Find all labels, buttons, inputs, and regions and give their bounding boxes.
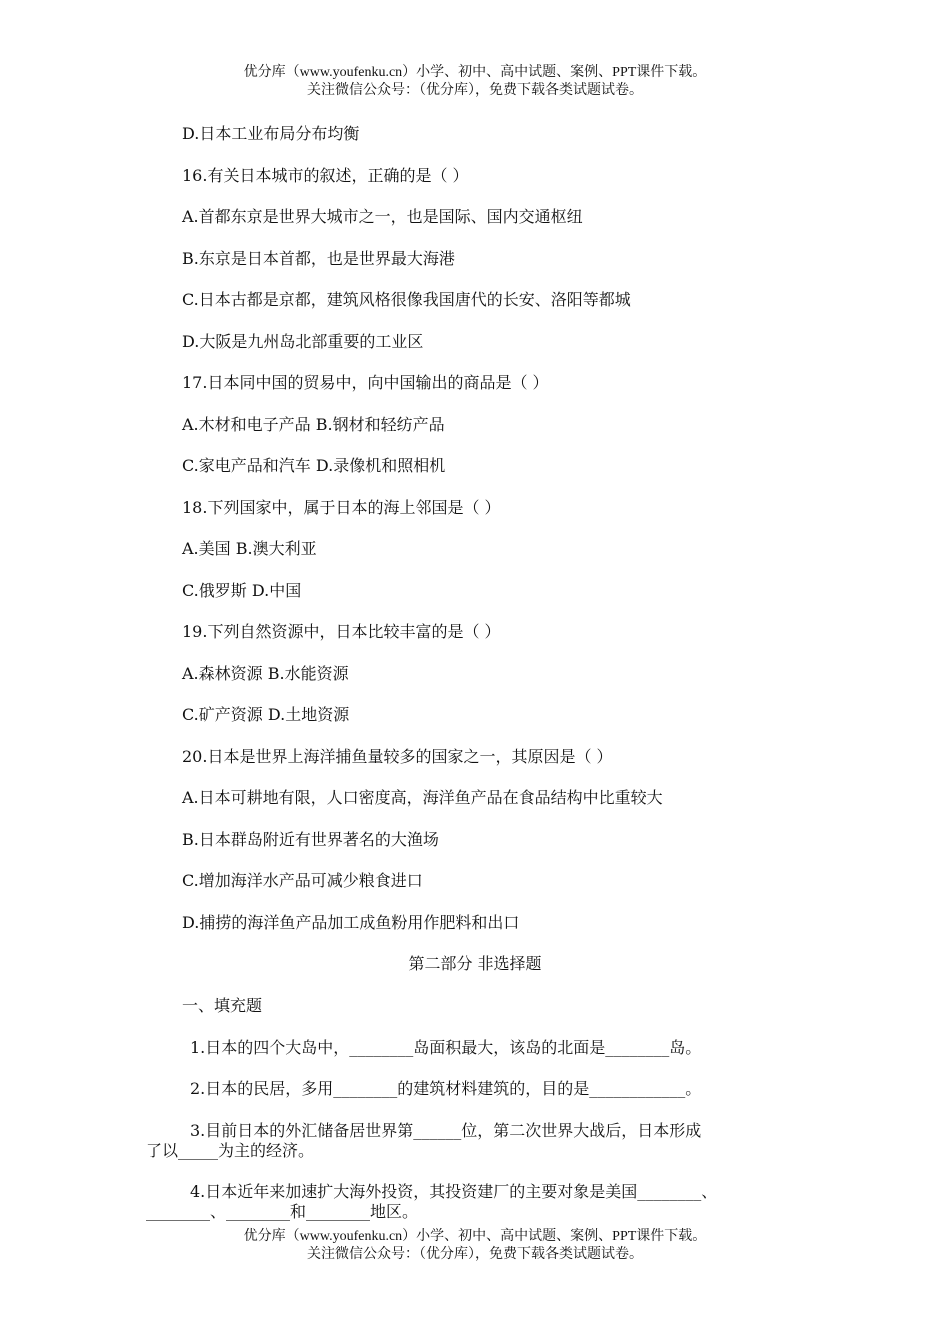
footer-line-2: 关注微信公众号：（优分库），免费下载各类试题试卷。 bbox=[307, 1247, 643, 1262]
fill-item-2-text: 2.日本的民居，多用________的建筑材料建筑的，目的是____________。 bbox=[190, 1079, 702, 1098]
option-16a: A.首都东京是世界大城市之一，也是国际、国内交通枢纽 bbox=[182, 207, 583, 226]
option-17cd: C.家电产品和汽车 D.录像机和照相机 bbox=[182, 456, 446, 475]
question-17: 17.日本同中国的贸易中，向中国输出的商品是（ ） bbox=[182, 373, 549, 392]
question-18: 18.下列国家中，属于日本的海上邻国是（ ） bbox=[182, 498, 501, 517]
option-19cd: C.矿产资源 D.土地资源 bbox=[182, 705, 350, 724]
fill-item-3-continued: 了以_____为主的经济。 bbox=[146, 1141, 315, 1160]
option-20c: C.增加海洋水产品可减少粮食进口 bbox=[182, 871, 423, 890]
question-20: 20.日本是世界上海洋捕鱼量较多的国家之一，其原因是（ ） bbox=[182, 747, 613, 766]
option-16c: C.日本古都是京都，建筑风格很像我国唐代的长安、洛阳等都城 bbox=[182, 290, 631, 309]
fill-item-4-continued: ________、________和________地区。 bbox=[146, 1202, 419, 1221]
option-15d: D.日本工业布局分布均衡 bbox=[182, 124, 360, 143]
header-line-1: 优分库（www.youfenku.cn）小学、初中、高中试题、案例、PPT课件下载。 bbox=[243, 65, 707, 80]
option-20a: A.日本可耕地有限，人口密度高，海洋鱼产品在食品结构中比重较大 bbox=[182, 788, 663, 807]
option-18ab: A.美国 B.澳大利亚 bbox=[182, 539, 317, 558]
option-20b: B.日本群岛附近有世界著名的大渔场 bbox=[182, 830, 439, 849]
option-16b: B.东京是日本首都，也是世界最大海港 bbox=[182, 249, 455, 268]
question-19: 19.下列自然资源中，日本比较丰富的是（ ） bbox=[182, 622, 501, 641]
footer-line-1: 优分库（www.youfenku.cn）小学、初中、高中试题、案例、PPT课件下载。 bbox=[243, 1229, 707, 1244]
header-line-2: 关注微信公众号：（优分库），免费下载各类试题试卷。 bbox=[307, 83, 643, 98]
question-16: 16.有关日本城市的叙述，正确的是（ ） bbox=[182, 166, 469, 185]
fill-item-3 bbox=[146, 1121, 826, 1161]
fill-item-4-text: 4.日本近年来加速扩大海外投资，其投资建厂的主要对象是美国________、 bbox=[190, 1182, 718, 1201]
option-19ab: A.森林资源 B.水能资源 bbox=[182, 664, 349, 683]
option-16d: D.大阪是九州岛北部重要的工业区 bbox=[182, 332, 424, 351]
option-20d: D.捕捞的海洋鱼产品加工成鱼粉用作肥料和出口 bbox=[182, 913, 520, 932]
fill-item-2 bbox=[146, 1079, 826, 1099]
page-footer bbox=[0, 1228, 950, 1264]
subsection-title: 一、填充题 bbox=[182, 996, 263, 1015]
fill-item-4 bbox=[146, 1182, 826, 1222]
fill-item-3-text: 3.目前日本的外汇储备居世界第______位，第二次世界大战后，日本形成 bbox=[190, 1121, 702, 1140]
fill-item-1-text: 1.日本的四个大岛中，________岛面积最大，该岛的北面是________岛。 bbox=[190, 1038, 702, 1057]
option-18cd: C.俄罗斯 D.中国 bbox=[182, 581, 302, 600]
option-17ab: A.木材和电子产品 B.钢材和轻纺产品 bbox=[182, 415, 445, 434]
fill-item-1 bbox=[146, 1038, 826, 1058]
section-title: 第二部分 非选择题 bbox=[408, 954, 542, 973]
page-header bbox=[0, 64, 950, 100]
